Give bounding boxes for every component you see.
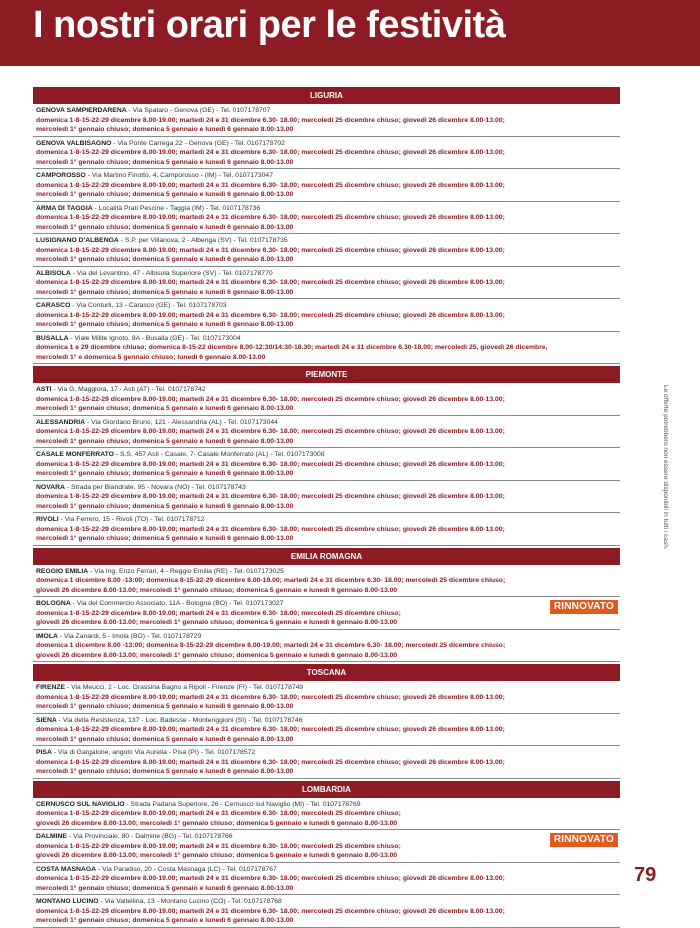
store-address: - S.P. per Villanova, 2 - Albenga (SV) - Tel. 0107178735 <box>118 237 288 244</box>
store-hours: domenica 1-8-15-22-29 dicembre 8.00-19.00; martedì 24 e 31 dicembre 6.30- 18.00; mercoledì 25 dicembre chiuso; giovedì 26 dicembre 8.00-13.00; mercoledì 1° gennaio chiuso; domenica 5 gennaio e lunedì 6 gennaio 8.00-13.00 <box>36 693 505 710</box>
region-header: TOSCANA <box>33 664 620 681</box>
store-row <box>33 299 620 332</box>
store-header <box>36 204 618 214</box>
store-hours: domenica 1-8-15-22-29 dicembre 8.00-19.00; martedì 24 e 31 dicembre 6.30- 18.00; mercoledì 25 dicembre chiuso; giovedì 26 dicembre 8.00-13.00; mercoledì 1° gennaio chiuso; domenica 5 gennaio e lunedì 6 gennaio 8.00-13.00 <box>36 149 505 166</box>
store-name: BOLOGNA <box>36 600 71 607</box>
store-row <box>33 863 620 896</box>
store-name: MONTANO LUCINO <box>36 898 99 905</box>
store-header <box>36 334 618 344</box>
store-hours: domenica 1 dicembre 8.00 -13:00; domenica 8-15-22-29 dicembre 8.00-19.00; martedì 24 e 31 dicembre 6.30- 18.00; mercoledì 25 dicembre chiuso; giovedì 26 dicembre 8.00-13.00; mercoledì 1° gennaio chiuso; domenica 5 gennaio e lunedì 6 gennaio 8.00-13.00 <box>36 577 506 594</box>
store-hours: domenica 1-8-15-22-29 dicembre 8.00-19.00; martedì 24 e 31 dicembre 6.30- 18.00; mercoledì 25 dicembre chiuso; giovedì 26 dicembre 8.00-13.00; mercoledì 1° gennaio chiuso; domenica 5 gennaio e lunedì 6 gennaio 8.00-13.00 <box>36 181 505 198</box>
store-name: ALBISOLA <box>36 269 71 277</box>
store-header <box>36 800 618 810</box>
store-row <box>33 104 620 137</box>
store-row <box>33 565 620 598</box>
store-row <box>33 202 620 235</box>
title-banner <box>0 0 700 66</box>
store-address: - Via Zanardi, 5 - Imola (BO) - Tel. 0107178729 <box>57 632 202 640</box>
store-row <box>33 895 620 928</box>
store-header <box>36 269 618 279</box>
store-address: - Via del Levantino, 47 - Albisola Superiore (SV) - Tel. 0107178770 <box>70 269 273 277</box>
store-header <box>36 716 618 726</box>
store-hours: domenica 1-8-15-22-29 dicembre 8.00-19.00; martedì 24 e 31 dicembre 6.30- 18.00; mercoledì 25 dicembre chiuso; giovedì 26 dicembre 8.00-13.00; mercoledì 1° gennaio chiuso; domenica 5 gennaio e lunedì 6 gennaio 8.00-13.00 <box>36 460 505 477</box>
store-hours: domenica 1-8-15-22-29 dicembre 8.00-19.00; martedì 24 e 31 dicembre 6.30- 18.00; mercoledì 25 dicembre chiuso; giovedì 26 dicembre 8.00-13.00; mercoledì 1° gennaio chiuso; domenica 5 gennaio e lunedì 6 gennaio 8.00-13.00 <box>36 875 505 892</box>
store-name: GENOVA VALBISAGNO <box>36 139 112 147</box>
store-name: ALESSANDRIA <box>36 418 86 426</box>
store-address: - Via Provinciale, 80 - Dalmine (BG) - Tel. 0107178766 <box>66 833 233 840</box>
store-address: - Via Giordano Bruno, 121 - Alessandria (AL) - Tel. 0107173044 <box>85 418 278 426</box>
store-address: - Via di Gargalone, angolo Via Aurelia - Pisa (PI) - Tel. 0107178572 <box>51 749 256 756</box>
store-row <box>33 830 620 863</box>
store-row <box>33 630 620 663</box>
store-hours: domenica 1-8-15-22-29 dicembre 8.00-19.00; martedì 24 e 31 dicembre 6.30- 18.00; mercoledì 25 dicembre chiuso; giovedì 26 dicembre 8.00-13.00; mercoledì 1° gennaio chiuso; domenica 5 gennaio e lunedì 6 gennaio 8.00-13.00 <box>36 214 505 231</box>
page-number: 79 <box>634 864 657 886</box>
store-row <box>33 383 620 416</box>
store-name: REGGIO EMILIA <box>36 567 89 575</box>
store-address: - Via del Commercio Associato, 11A - Bologna (BO) - Tel. 0107173027 <box>70 600 284 607</box>
store-hours: domenica 1-8-15-22-29 dicembre 8.00-19.00; martedì 24 e 31 dicembre 6.30- 18.00; mercoledì 25 dicembre chiuso; giovedì 26 dicembre 8.00-13.00; mercoledì 1° gennaio chiuso; domenica 5 gennaio e lunedì 6 gennaio 8.00-13.00 <box>36 246 505 263</box>
store-header <box>36 418 618 428</box>
store-row <box>33 169 620 202</box>
store-address: - Strada per Biandrate, 95 - Novara (NO) - Tel. 0107178743 <box>64 483 246 491</box>
store-row <box>33 597 620 630</box>
store-name: ARMA DI TAGGIA <box>36 204 93 212</box>
store-name: FIRENZE <box>36 684 66 691</box>
page-title: I nostri orari per le festività <box>33 4 506 46</box>
store-row <box>33 267 620 300</box>
store-header <box>36 483 618 493</box>
store-hours: domenica 1-8-15-22-29 dicembre 8.00-19.00; martedì 24 e 31 dicembre 6.30- 18.00; mercoledì 25 dicembre chiuso; giovedì 26 dicembre 8.00-13.00; mercoledì 1° gennaio chiuso; domenica 5 gennaio e lunedì 6 gennaio 8.00-13.00 <box>36 758 505 775</box>
store-header <box>36 865 618 875</box>
store-row <box>33 234 620 267</box>
store-header <box>36 748 618 758</box>
store-header <box>36 897 618 907</box>
store-header <box>36 632 618 642</box>
store-name: SIENA <box>36 716 57 724</box>
renovated-badge: RINNOVATO <box>550 600 618 614</box>
store-address: - Via Martino Finotto, 4, Camporosso - (IM) - Tel. 0107173047 <box>85 172 273 179</box>
store-hours: domenica 1-8-15-22-29 dicembre 8.00-19.00; martedì 24 e 31 dicembre 6.30- 18.00; mercoledì 25 dicembre chiuso; giovedì 26 dicembre 8.00-13.00; mercoledì 1° gennaio chiuso; domenica 5 gennaio e lunedì 6 gennaio 8.00-13.00 <box>36 907 505 924</box>
store-header <box>36 106 618 116</box>
store-name: GENOVA SAMPIERDARENA <box>36 107 127 114</box>
region-header: LOMBARDIA <box>33 781 620 798</box>
store-address: - Via Ponte Carrega 22 - Genova (GE) - Tel. 0107178702 <box>111 139 285 147</box>
store-name: PISA <box>36 749 52 756</box>
store-row <box>33 798 620 831</box>
store-header <box>36 171 618 181</box>
store-row <box>33 448 620 481</box>
store-address: - Via Valtellina, 13 - Montano Lucino (CO) - Tel. 0107178768 <box>98 898 282 905</box>
store-address: - Via Spataro - Genova (GE) - Tel. 0107178707 <box>126 107 271 114</box>
store-header <box>36 139 618 149</box>
store-header <box>36 567 618 577</box>
store-header <box>36 301 618 311</box>
store-address: - Via Ing. Enzo Ferrari, 4 - Reggio Emilia (RE) - Tel. 0107173025 <box>88 567 284 575</box>
store-name: IMOLA <box>36 632 58 640</box>
store-row <box>33 714 620 747</box>
store-header <box>36 683 618 693</box>
store-header <box>36 515 618 525</box>
store-hours: domenica 1-8-15-22-29 dicembre 8.00-19.00; martedì 24 e 31 dicembre 6.30- 18.00; mercoledì 25 dicembre chiuso; giovedì 26 dicembre 8.00-13.00; mercoledì 1° gennaio chiuso; domenica 5 gennaio e lunedì 6 gennaio 8.00-13.00 <box>36 279 505 296</box>
store-address: - S.S. 457 Asti - Casale, 7- Casale Monferrato (AL) - Tel. 0107173008 <box>113 451 325 458</box>
store-hours: domenica 1-8-15-22-29 dicembre 8.00-19.00; martedì 24 e 31 dicembre 6.30- 18.00; mercoledì 25 dicembre chiuso; giovedì 26 dicembre 8.00-13.00; mercoledì 1° gennaio chiuso; domenica 5 gennaio e lunedì 6 gennaio 8.00-13.00 <box>36 428 505 445</box>
store-name: LUSIGNANO D'ALBENGA <box>36 237 119 244</box>
store-row <box>33 513 620 546</box>
store-header <box>36 236 618 246</box>
store-address: - Via della Resistenza, 137 - Loc. Badesse - Monteriggioni (SI) - Tel. 0107178746 <box>56 716 303 724</box>
store-address: - Strada Padana Superiore, 26 - Cernusco sul Naviglio (MI) - Tel. 0107178769 <box>124 800 361 808</box>
store-address: - Via Ferrero, 15 - Rivoli (TO) - Tel. 0107178712 <box>58 516 205 523</box>
region-header: LIGURIA <box>33 87 620 104</box>
store-hours: domenica 1 dicembre 8.00 -13:00; domenica 8-15-22-29 dicembre 8.00-19.00; martedì 24 e 31 dicembre 6.30- 18.00; mercoledì 25 dicembre chiuso; giovedì 26 dicembre 8.00-13.00; mercoledì 1° gennaio chiuso; domenica 5 gennaio e lunedì 6 gennaio 8.00-13.00 <box>36 642 506 659</box>
store-name: NOVARA <box>36 483 65 491</box>
store-hours: domenica 1-8-15-22-29 dicembre 8.00-19.00; martedì 24 e 31 dicembre 6.30- 18.00; mercoledì 25 dicembre chiuso; giovedì 26 dicembre 8.00-13.00; mercoledì 1° gennaio chiuso; domenica 5 gennaio e lunedì 6 gennaio 8.00-13.00 <box>36 810 401 827</box>
store-name: RIVOLI <box>36 516 59 523</box>
store-hours: domenica 1-8-15-22-29 dicembre 8.00-19.00; martedì 24 e 31 dicembre 6.30- 18.00; mercoledì 25 dicembre chiuso; giovedì 26 dicembre 8.00-13.00; mercoledì 1° gennaio chiuso; domenica 5 gennaio e lunedì 6 gennaio 8.00-13.00 <box>36 525 505 542</box>
store-address: - Via Paradiso, 20 - Costa Masnaga (LC) - Tel. 0107178767 <box>96 865 277 873</box>
renovated-badge: RINNOVATO <box>550 833 618 847</box>
store-address: - Via Meucci, 2 - Loc. Grassina Bagno a Ripoli - Firenze (FI) - Tel. 0107178749 <box>65 684 304 691</box>
store-hours: domenica 1-8-15-22-29 dicembre 8.00-19.00; martedì 24 e 31 dicembre 6.30- 18.00; mercoledì 25 dicembre chiuso; giovedì 26 dicembre 8.00-13.00; mercoledì 1° gennaio chiuso; domenica 5 gennaio e lunedì 6 gennaio 8.00-13.00 <box>36 395 505 412</box>
store-row <box>33 746 620 779</box>
store-row <box>33 332 620 365</box>
store-name: BUSALLA <box>36 334 69 342</box>
store-row <box>33 481 620 514</box>
region-header: PIEMONTE <box>33 366 620 383</box>
region-header: EMILIA ROMAGNA <box>33 548 620 565</box>
store-name: CAMPOROSSO <box>36 172 86 179</box>
store-name: DALMINE <box>36 833 67 840</box>
store-address: - Via Conturli, 13 - Carasco (GE) - Tel. 0107178703 <box>70 302 227 309</box>
store-hours: domenica 1-8-15-22-29 dicembre 8.00-19.00; martedì 24 e 31 dicembre 6.30- 18.00; mercoledì 25 dicembre chiuso; giovedì 26 dicembre 8.00-13.00; mercoledì 1° gennaio chiuso; domenica 5 gennaio e lunedì 6 gennaio 8.00-13.00 <box>36 726 505 743</box>
store-name: CERNUSCO SUL NAVIGLIO <box>36 800 125 808</box>
store-row <box>33 681 620 714</box>
store-address: - Località Prati Pescine - Taggia (IM) - Tel. 0107178736 <box>92 204 261 212</box>
store-hours: domenica 1 e 29 dicembre chiuso; domenica 8-15-22 dicembre 8.00-12:30/14:30-18.30; martedì 24 e 31 dicembre 6.30-18.00; mercoledì 25, giovedì 26 dicembre, mercoledì 1° e domenica 5 gennaio chiuso; lunedì 6 gennaio 8.00-13.00 <box>36 344 548 361</box>
store-header <box>36 385 618 395</box>
store-hours: domenica 1-8-15-22-29 dicembre 8.00-19.00; martedì 24 e 31 dicembre 6.30- 18.00; mercoledì 25 dicembre chiuso; giovedì 26 dicembre 8.00-13.00; mercoledì 1° gennaio chiuso; domenica 5 gennaio e lunedì 6 gennaio 8.00-13.00 <box>36 311 505 328</box>
store-hours: domenica 1-8-15-22-29 dicembre 8.00-19.00; martedì 24 e 31 dicembre 6.30- 18.00; mercoledì 25 dicembre chiuso; giovedì 26 dicembre 8.00-13.00; mercoledì 1° gennaio chiuso; domenica 5 gennaio e lunedì 6 gennaio 8.00-13.00 <box>36 116 505 133</box>
store-name: COSTA MASNAGA <box>36 865 97 873</box>
store-address: - Via G. Maggiora, 17 - Asti (AT) - Tel. 0107178742 <box>51 386 206 393</box>
store-name: CARASCO <box>36 302 71 309</box>
store-hours-list <box>33 87 620 928</box>
store-name: ASTI <box>36 386 52 393</box>
store-row <box>33 416 620 449</box>
store-name: CASALE MONFERRATO <box>36 451 114 458</box>
store-header <box>36 832 618 842</box>
store-header <box>36 450 618 460</box>
store-row <box>33 137 620 170</box>
store-header <box>36 599 618 609</box>
store-address: - Viale Milite Ignoto, 8A - Busalla (GE) - Tel. 0107173004 <box>68 334 241 342</box>
store-hours: domenica 1-8-15-22-29 dicembre 8.00-19.00; martedì 24 e 31 dicembre 6.30- 18.00; mercoledì 25 dicembre chiuso; giovedì 26 dicembre 8.00-13.00; mercoledì 1° gennaio chiuso; domenica 5 gennaio e lunedì 6 gennaio 8.00-13.00 <box>36 609 401 626</box>
store-hours: domenica 1-8-15-22-29 dicembre 8.00-19.00; martedì 24 e 31 dicembre 6.30- 18.00; mercoledì 25 dicembre chiuso; giovedì 26 dicembre 8.00-13.00; mercoledì 1° gennaio chiuso; domenica 5 gennaio e lunedì 6 gennaio 8.00-13.00 <box>36 842 401 859</box>
store-hours: domenica 1-8-15-22-29 dicembre 8.00-19.00; martedì 24 e 31 dicembre 6.30- 18.00; mercoledì 25 dicembre chiuso; giovedì 26 dicembre 8.00-13.00; mercoledì 1° gennaio chiuso; domenica 5 gennaio e lunedì 6 gennaio 8.00-13.00 <box>36 493 505 510</box>
side-note: Le offerte potrebbero non essere disponibili in tutti i cash. <box>662 385 669 550</box>
